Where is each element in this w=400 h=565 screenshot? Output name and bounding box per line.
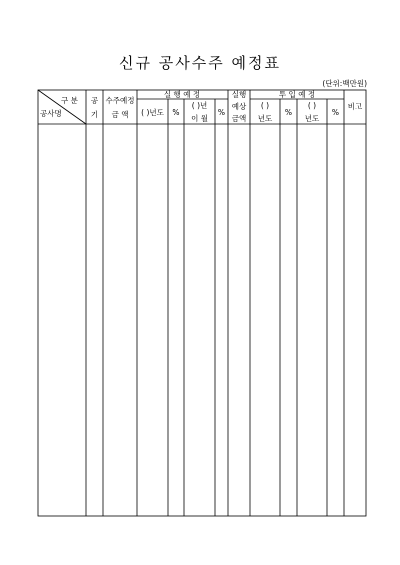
cost-label-mid: 예상: [231, 102, 247, 111]
exec-pct1-label: %: [172, 108, 180, 117]
invest-pct2-label: %: [331, 108, 340, 117]
unit-label: (단위:백만원): [322, 79, 367, 88]
investment-plan-header: 투 입 예 정: [278, 90, 316, 99]
exec-year2-label-top: ( )년: [191, 101, 208, 110]
document-title: 신규 공사수주 예정표: [119, 54, 281, 72]
exec-year1-label: ( )년도: [141, 108, 164, 117]
invest-pct1-label: %: [284, 108, 293, 117]
invest-year1-label-top: ( ): [260, 101, 270, 110]
project-name-label: 공사명: [40, 109, 62, 118]
exec-pct2-label: %: [217, 108, 226, 117]
invest-year2-label-top: ( ): [307, 101, 317, 110]
remarks-label: 비고: [347, 102, 363, 111]
table-border: [38, 90, 366, 516]
cost-label-bottom: 금액: [231, 114, 247, 123]
period-label-bottom: 기: [90, 110, 99, 119]
exec-year2-label-bottom: 이 월: [191, 114, 208, 123]
order-amount-label-bottom: 금 액: [111, 110, 129, 119]
invest-year2-label-bottom: 년도: [304, 114, 320, 123]
invest-year1-label-bottom: 년도: [257, 114, 273, 123]
order-amount-label-top: 수주예정: [105, 96, 135, 105]
execution-plan-header: 실 행 예 정: [163, 90, 201, 99]
period-label-top: 공: [90, 96, 99, 105]
category-label: 구 분: [61, 96, 78, 105]
cost-label-top: 실행: [231, 90, 247, 99]
